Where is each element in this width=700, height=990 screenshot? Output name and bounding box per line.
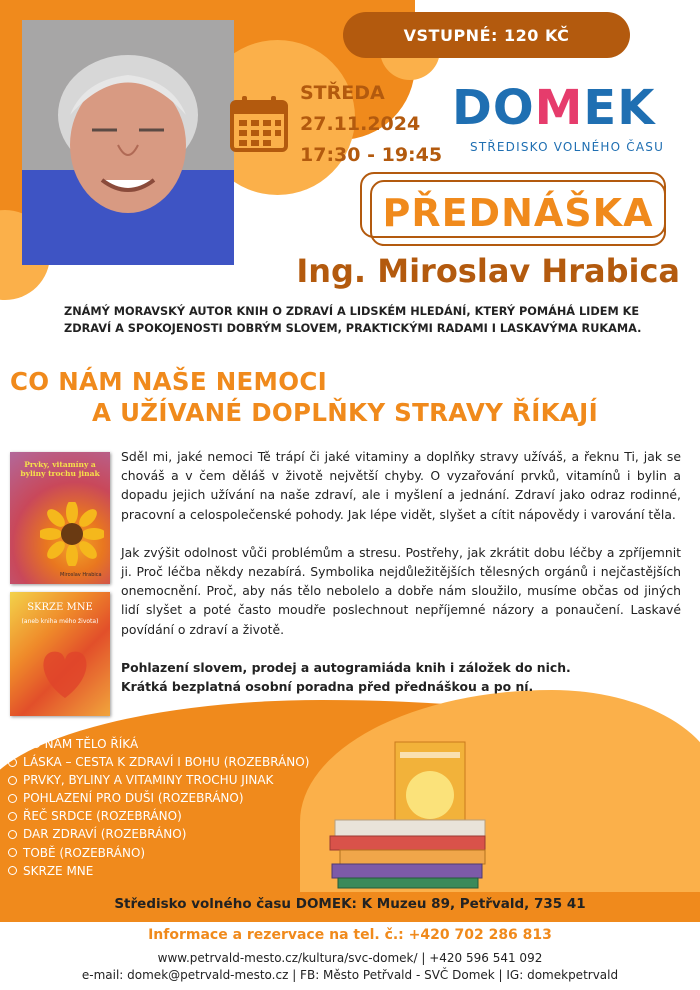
speaker-photo <box>22 20 234 265</box>
speaker-portrait-image <box>22 20 234 265</box>
event-day: STŘEDA <box>300 82 385 104</box>
description-paragraph-2: Jak zvýšit odolnost vůči problémům a stresu. Postřehy, jak zkrátit dobu léčby a zpříjemnit ji. Proč léčba někdy nezabírá. Symbolika nejdůležitějších tělesných orgánů i nejčastějších onemocnění. Proč, aby nás tělo nebolelo a dobře nám sloužilo, musíme občas od jiných lidí slyšet a poté často moudře poslechnout nepříjemné názory a ponaučení. Laskavé povídání o zdraví a životě. <box>121 544 681 637</box>
logo-text-do: DO <box>452 80 535 136</box>
bullet-circle-icon <box>8 740 17 749</box>
bullet-circle-icon <box>8 866 17 875</box>
event-date: 27.11.2024 <box>300 113 421 135</box>
list-item: CO NÁM TĚLO ŘÍKÁ <box>8 735 309 753</box>
list-item: SKRZE MNE <box>8 862 309 880</box>
logo-subtitle: STŘEDISKO VOLNÉHO ČASU <box>470 140 665 154</box>
bullet-circle-icon <box>8 830 17 839</box>
footer-web: www.petrvald-mesto.cz/kultura/svc-domek/ | +420 596 541 092 <box>157 951 543 965</box>
bullet-circle-icon <box>8 794 17 803</box>
list-item: TOBĚ (ROZEBRÁNO) <box>8 844 309 862</box>
event-type-label: PŘEDNÁŠKA <box>370 180 666 246</box>
footer-phone: Informace a rezervace na tel. č.: +420 702 286 813 <box>148 927 552 943</box>
headline-line-2: A UŽÍVANÉ DOPLŇKY STRAVY ŘÍKAJÍ <box>92 398 598 427</box>
description-note-2: Krátká bezplatná osobní poradna před přednáškou a po ní. <box>121 679 534 695</box>
list-item: DAR ZDRAVÍ (ROZEBRÁNO) <box>8 825 309 843</box>
domek-logo <box>452 80 682 160</box>
bullet-circle-icon <box>8 848 17 857</box>
book-cover-1-author: Miroslav Hrabica <box>60 572 102 578</box>
book-list <box>8 735 309 880</box>
bullet-circle-icon <box>8 758 17 767</box>
footer-contact: e-mail: domek@petrvald-mesto.cz | FB: Město Petřvald - SVČ Domek | IG: domekpetrvald <box>81 968 619 982</box>
book-stack-illustration <box>320 740 520 890</box>
description-paragraph-1: Sděl mi, jaké nemoci Tě trápí či jaké vitaminy a doplňky stravy užíváš, a řeknu Ti, jak se chováš a v čem děláš v životě největší chyby. O vyzařování prvků, vitamínů i bylin a dopadu jejich užívání na naše zdraví, ale i myšlení a jednání. Zdraví jako odraz rodinné, pracovní a celospolečenské pohody. Jak lépe vidět, slyšet a cítit nápovědy i varování těla. <box>121 449 681 522</box>
description-note-1: Pohlazení slovem, prodej a autogramiáda knih i záložek do nich. <box>121 659 571 675</box>
event-datetime <box>300 78 442 171</box>
heart-illustration-icon <box>30 636 100 706</box>
event-time: 17:30 - 19:45 <box>300 144 443 166</box>
bullet-circle-icon <box>8 776 17 785</box>
list-item: POHLAZENÍ PRO DUŠI (ROZEBRÁNO) <box>8 789 309 807</box>
list-item: LÁSKA – CESTA K ZDRAVÍ I BOHU (ROZEBRÁNO) <box>8 753 309 771</box>
logo-text-m: M <box>534 80 584 136</box>
headline-line-1: CO NÁM NAŠE NEMOCI <box>10 367 328 396</box>
book-cover-1-title: Prvky, vitamíny a byliny trochu jinak <box>20 460 100 478</box>
footer-address: Středisko volného času DOMEK: K Muzeu 89, Petřvald, 735 41 <box>114 896 586 912</box>
entry-fee-badge: VSTUPNÉ: 120 KČ <box>343 12 630 58</box>
list-item: PRVKY, BYLINY A VITAMINY TROCHU JINAK <box>8 771 309 789</box>
speaker-intro: ZNÁMÝ MORAVSKÝ AUTOR KNIH O ZDRAVÍ A LIDSKÉM HLEDÁNÍ, KTERÝ POMÁHÁ LIDEM KE ZDRAVÍ A SPOKOJENOSTI DOBRÝM SLOVEM, PRAKTICKÝMI RADAMI I LASKAVÝMA RUKAMA. <box>64 305 642 335</box>
calendar-icon <box>228 92 290 154</box>
lecture-headline <box>10 366 690 428</box>
book-cover-2-subtitle: (aneb kniha mého života) <box>21 618 99 625</box>
lecture-description <box>121 447 681 696</box>
book-cover-prvky <box>10 452 110 584</box>
list-item: ŘEČ SRDCE (ROZEBRÁNO) <box>8 807 309 825</box>
sunflower-icon <box>40 502 104 566</box>
book-cover-skrze-mne <box>10 592 110 716</box>
book-cover-2-title: SKRZE MNE <box>27 602 93 613</box>
speaker-name: Ing. Miroslav Hrabica <box>296 252 680 290</box>
logo-text-ek: EK <box>583 80 656 136</box>
bullet-circle-icon <box>8 812 17 821</box>
